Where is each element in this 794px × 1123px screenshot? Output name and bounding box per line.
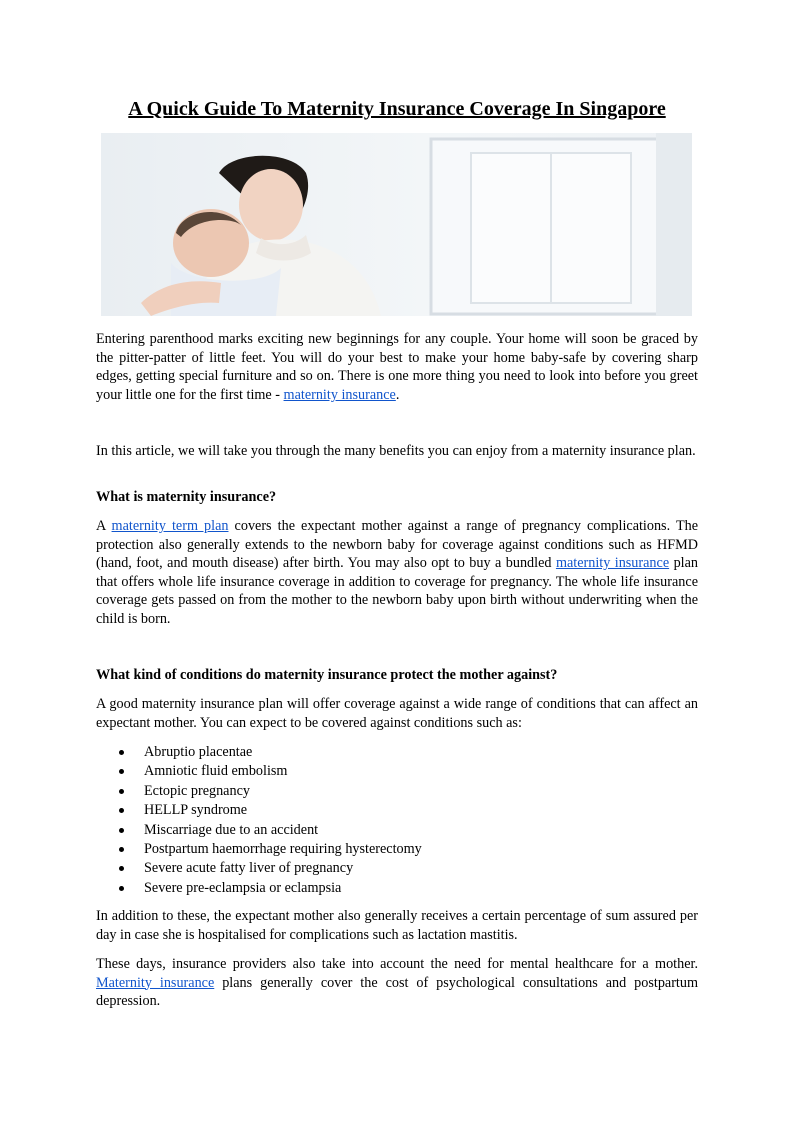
maternity-insurance-link-2[interactable]: maternity insurance <box>555 555 670 572</box>
hospitalisation-text: In addition to these, the expectant mother also generally receives a certain percentage of sum assured per day in case she is hospitalised for complications such as lactation mastitis. <box>96 908 698 943</box>
what-is-text-a: A <box>96 518 112 534</box>
maternity-insurance-link-3[interactable]: Maternity insurance <box>96 974 215 991</box>
heading-what-is: What is maternity insurance? <box>96 489 277 505</box>
article-intro-paragraph <box>96 442 698 461</box>
list-item: Amniotic fluid embolism <box>96 762 422 781</box>
what-is-text-b: covers the expectant mother against a range of pregnancy complications. The protection also generally extends to the newborn baby for coverage against conditions such as HFMD (hand, foot, and mouth disease) after birth. You may also opt to buy a bundled <box>96 518 698 572</box>
conditions-text: A good maternity insurance plan will offer coverage against a wide range of conditions that can affect an expectant mother. You can expect to be covered against conditions such as: <box>96 696 698 731</box>
hero-image <box>101 133 692 316</box>
maternity-insurance-link[interactable]: maternity insurance <box>283 386 396 403</box>
list-item: Miscarriage due to an accident <box>96 821 422 840</box>
maternity-term-plan-link[interactable]: maternity term plan <box>111 518 229 534</box>
list-item: Abruptio placentae <box>96 743 422 762</box>
list-item: Severe pre-eclampsia or eclampsia <box>96 879 422 898</box>
mental-health-paragraph <box>96 955 698 1011</box>
conditions-list <box>96 743 422 898</box>
what-is-text-c: plan that offers whole life insurance coverage in addition to coverage for pregnancy. The whole life insurance coverage gets passed on from the mother to the newborn baby upon birth without underwriting when the child is born. <box>96 555 698 627</box>
article-intro-text: In this article, we will take you through the many benefits you can enjoy from a maternity insurance plan. <box>96 443 696 459</box>
intro-paragraph <box>96 330 698 404</box>
conditions-paragraph <box>96 695 698 732</box>
page-title: A Quick Guide To Maternity Insurance Coverage In Singapore <box>128 98 666 120</box>
intro-end: . <box>395 386 400 403</box>
list-item: Postpartum haemorrhage requiring hysterectomy <box>96 840 422 859</box>
list-item: Severe acute fatty liver of pregnancy <box>96 859 422 878</box>
mental-text-b: plans generally cover the cost of psychological consultations and postpartum depression. <box>96 974 699 1010</box>
list-item: Ectopic pregnancy <box>96 782 422 801</box>
what-is-paragraph <box>96 517 698 629</box>
heading-conditions: What kind of conditions do maternity insurance protect the mother against? <box>96 667 558 683</box>
mental-text-a: These days, insurance providers also take into account the need for mental healthcare for a mother. <box>96 956 698 972</box>
intro-text: Entering parenthood marks exciting new beginnings for any couple. Your home will soon be graced by the pitter-patter of little feet. You will do your best to make your home baby-safe by covering sharp edges, getting special furniture and so on. There is one more thing you need to look into before you greet your little one for the first time - <box>96 331 698 403</box>
list-item: HELLP syndrome <box>96 801 422 820</box>
hospitalisation-paragraph <box>96 907 698 944</box>
